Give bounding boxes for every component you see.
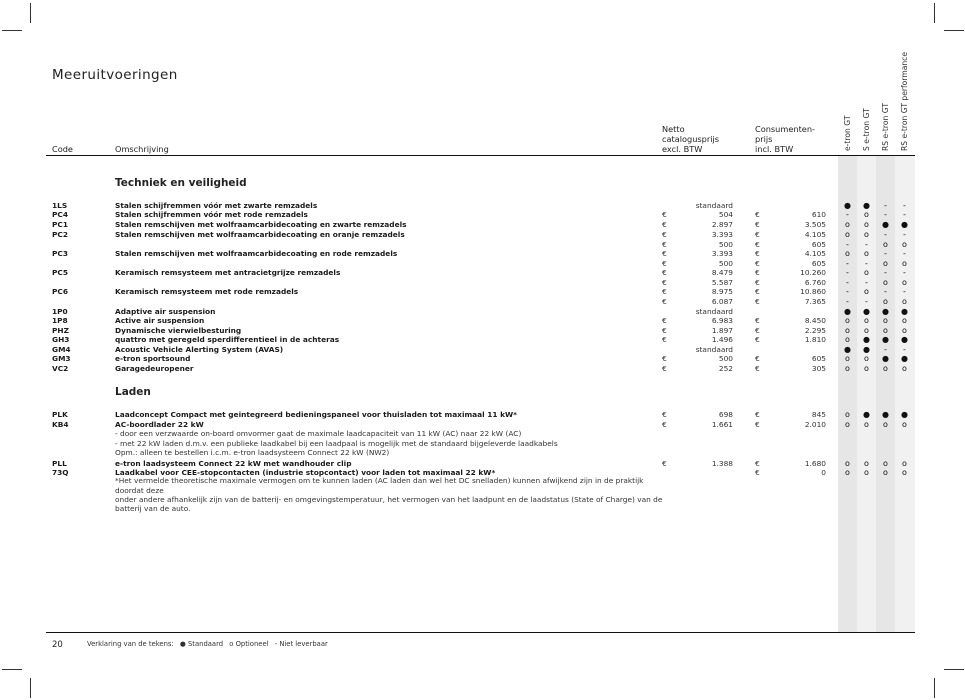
euro-symbol: € [662, 420, 667, 429]
euro-symbol: € [755, 420, 760, 429]
availability-s-etron-gt: o [864, 354, 869, 363]
availability-rs-etron-gt: o [883, 297, 888, 306]
euro-symbol: € [662, 287, 667, 296]
availability-s-etron-gt: - [865, 240, 868, 249]
euro-symbol: € [755, 459, 760, 468]
net-price: 5.587 [711, 278, 733, 287]
euro-symbol: € [662, 210, 667, 219]
option-description: Garagedeuropener [115, 364, 194, 373]
option-code: PLK [52, 410, 68, 419]
availability-etron-gt: o [845, 410, 850, 419]
euro-symbol: € [662, 230, 667, 239]
availability-rs-etron-gt-performance: ● [901, 335, 908, 344]
availability-rs-etron-gt: ● [882, 410, 889, 419]
option-code: 1P8 [52, 316, 68, 325]
euro-symbol: € [662, 297, 667, 306]
net-price: 500 [718, 259, 733, 268]
table-row [0, 230, 965, 240]
availability-rs-etron-gt: ● [882, 335, 889, 344]
table-row [0, 364, 965, 374]
availability-rs-etron-gt-performance: ● [901, 354, 908, 363]
availability-s-etron-gt: o [864, 326, 869, 335]
euro-symbol: € [755, 364, 760, 373]
option-description: Laadkabel voor CEE-stopcontacten (industrie stopcontact) voor laden tot maximaal 22 kW* [115, 468, 496, 477]
option-code: VC2 [52, 364, 69, 373]
euro-symbol: € [755, 326, 760, 335]
euro-symbol: € [662, 326, 667, 335]
header-net-price-line: Netto [662, 124, 685, 134]
euro-symbol: € [755, 268, 760, 277]
availability-s-etron-gt: o [864, 230, 869, 239]
option-description: Stalen remschijven met wolfraamcarbidecoating en rode remzadels [115, 249, 398, 258]
header-consumer-price [755, 124, 815, 154]
option-description: Adaptive air suspension [115, 307, 216, 316]
option-code: GM3 [52, 354, 71, 363]
net-price: 500 [718, 354, 733, 363]
availability-rs-etron-gt: - [884, 230, 887, 239]
header-model-rs-etron-gt: RS e-tron GT [881, 103, 890, 151]
euro-symbol: € [755, 297, 760, 306]
availability-rs-etron-gt-performance: - [903, 210, 906, 219]
consumer-price: 1.810 [804, 335, 826, 344]
table-row [0, 335, 965, 345]
availability-etron-gt: o [845, 354, 850, 363]
option-code: PC5 [52, 268, 68, 277]
option-code: PC3 [52, 249, 68, 258]
euro-symbol: € [755, 220, 760, 229]
availability-etron-gt: o [845, 249, 850, 258]
crop-mark [30, 678, 31, 698]
euro-symbol: € [662, 410, 667, 419]
euro-symbol: € [755, 335, 760, 344]
consumer-price: 10.260 [800, 268, 826, 277]
availability-s-etron-gt: o [864, 287, 869, 296]
option-description: Keramisch remsysteem met antracietgrijze remzadels [115, 268, 341, 277]
availability-s-etron-gt: o [864, 220, 869, 229]
availability-rs-etron-gt-performance: o [902, 259, 907, 268]
footer-divider [46, 632, 915, 633]
availability-s-etron-gt: o [864, 459, 869, 468]
consumer-price: 605 [811, 259, 826, 268]
euro-symbol: € [662, 316, 667, 325]
consumer-price: 8.450 [804, 316, 826, 325]
availability-rs-etron-gt: - [884, 201, 887, 210]
header-net-price [662, 124, 719, 154]
availability-rs-etron-gt-performance: o [902, 297, 907, 306]
header-model-s-etron-gt: S e-tron GT [862, 108, 871, 151]
availability-rs-etron-gt: - [884, 345, 887, 354]
table-row [0, 210, 965, 220]
euro-symbol: € [755, 278, 760, 287]
option-code: GM4 [52, 345, 71, 354]
symbol-legend [87, 640, 332, 648]
consumer-price: 4.105 [804, 249, 826, 258]
net-price: 1.661 [711, 420, 733, 429]
legend-standard: ● Standaard [179, 640, 224, 648]
header-description: Omschrijving [115, 144, 169, 154]
net-price: 504 [718, 210, 733, 219]
availability-s-etron-gt: ● [863, 345, 870, 354]
header-model-rs-etron-gt-performance: RS e-tron GT performance [900, 51, 909, 151]
availability-rs-etron-gt-performance: o [902, 459, 907, 468]
crop-mark [934, 3, 935, 23]
euro-symbol: € [755, 249, 760, 258]
availability-s-etron-gt: - [865, 259, 868, 268]
consumer-price: 2.010 [804, 420, 826, 429]
availability-etron-gt: - [846, 210, 849, 219]
availability-rs-etron-gt: o [883, 278, 888, 287]
availability-s-etron-gt: o [864, 249, 869, 258]
net-price: standaard [695, 345, 733, 354]
euro-symbol: € [755, 210, 760, 219]
euro-symbol: € [755, 259, 760, 268]
availability-etron-gt: - [846, 268, 849, 277]
availability-etron-gt: - [846, 287, 849, 296]
option-code: GH3 [52, 335, 70, 344]
availability-rs-etron-gt-performance: - [903, 201, 906, 210]
footnote-line: doordat deze [115, 486, 164, 495]
availability-etron-gt: - [846, 297, 849, 306]
section-title: Laden [115, 386, 151, 398]
net-price: 1.496 [711, 335, 733, 344]
consumer-price: 0 [821, 468, 826, 477]
availability-rs-etron-gt: ● [882, 220, 889, 229]
option-description: Stalen schijfremmen vóór met zwarte remzadels [115, 201, 318, 210]
availability-s-etron-gt: ● [863, 410, 870, 419]
availability-etron-gt: o [845, 420, 850, 429]
availability-rs-etron-gt: o [883, 316, 888, 325]
option-description: Keramisch remsysteem met rode remzadels [115, 287, 299, 296]
availability-rs-etron-gt-performance: - [903, 230, 906, 239]
availability-rs-etron-gt: o [883, 468, 888, 477]
availability-etron-gt: ● [844, 307, 851, 316]
option-code: KB4 [52, 420, 69, 429]
availability-rs-etron-gt-performance: o [902, 364, 907, 373]
availability-rs-etron-gt-performance: o [902, 420, 907, 429]
net-price: standaard [695, 307, 733, 316]
option-code: 73Q [52, 468, 69, 477]
option-description: Stalen schijfremmen vóór met rode remzadels [115, 210, 308, 219]
availability-etron-gt: ● [844, 201, 851, 210]
header-model-etron-gt: e-tron GT [843, 115, 852, 151]
availability-rs-etron-gt-performance: ● [901, 410, 908, 419]
consumer-price: 3.505 [804, 220, 826, 229]
availability-rs-etron-gt: - [884, 287, 887, 296]
option-description: quattro met geregeld sperdifferentieel in de achteras [115, 335, 340, 344]
option-code: PC6 [52, 287, 68, 296]
option-description: Dynamische vierwielbesturing [115, 326, 242, 335]
option-description: Active air suspension [115, 316, 205, 325]
option-code: 1LS [52, 201, 68, 210]
footnote-line: batterij van de auto. [115, 504, 191, 513]
euro-symbol: € [755, 230, 760, 239]
header-consumer-price-line: Consumenten- [755, 124, 815, 134]
header-code: Code [52, 144, 73, 154]
option-description: Acoustic Vehicle Alerting System (AVAS) [115, 345, 284, 354]
header-net-price-line: excl. BTW [662, 144, 703, 154]
option-code: PHZ [52, 326, 69, 335]
availability-rs-etron-gt: o [883, 326, 888, 335]
euro-symbol: € [662, 259, 667, 268]
availability-rs-etron-gt: - [884, 210, 887, 219]
availability-s-etron-gt: o [864, 468, 869, 477]
net-price: 6.983 [711, 316, 733, 325]
availability-rs-etron-gt-performance: - [903, 249, 906, 258]
net-price: 2.897 [711, 220, 733, 229]
kb4-note: Opm.: alleen te bestellen i.c.m. e-tron laadsysteem Connect 22 kW (NW2) [115, 448, 390, 457]
availability-rs-etron-gt-performance: ● [901, 307, 908, 316]
euro-symbol: € [662, 354, 667, 363]
availability-rs-etron-gt: o [883, 459, 888, 468]
availability-etron-gt: o [845, 459, 850, 468]
availability-rs-etron-gt-performance: - [903, 287, 906, 296]
availability-s-etron-gt: o [864, 420, 869, 429]
consumer-price: 305 [811, 364, 826, 373]
option-code: PC2 [52, 230, 68, 239]
euro-symbol: € [662, 364, 667, 373]
option-description: AC-boordlader 22 kW [115, 420, 204, 429]
availability-rs-etron-gt: - [884, 249, 887, 258]
availability-s-etron-gt: ● [863, 335, 870, 344]
euro-symbol: € [662, 459, 667, 468]
availability-rs-etron-gt: ● [882, 307, 889, 316]
option-description: Laadconcept Compact met geintegreerd bedieningspaneel voor thuisladen tot maximaal 11 kW* [115, 410, 518, 419]
net-price: 8.479 [711, 268, 733, 277]
consumer-price: 845 [811, 410, 826, 419]
table-row [0, 354, 965, 364]
euro-symbol: € [662, 220, 667, 229]
footnote-line: onder andere afhankelijk zijn van de batterij- en omgevingstemperatuur, het vermogen van het laadpunt en de laadstatus (State of Charge) van de [115, 495, 663, 504]
availability-etron-gt: o [845, 468, 850, 477]
euro-symbol: € [662, 335, 667, 344]
crop-mark [944, 669, 964, 670]
header-divider [46, 155, 915, 156]
availability-rs-etron-gt: ● [882, 354, 889, 363]
consumer-price: 4.105 [804, 230, 826, 239]
net-price: 500 [718, 240, 733, 249]
table-row [0, 316, 965, 326]
availability-etron-gt: o [845, 364, 850, 373]
net-price: 1.897 [711, 326, 733, 335]
availability-rs-etron-gt-performance: - [903, 268, 906, 277]
page-number: 20 [52, 640, 63, 650]
table-row [0, 297, 965, 307]
table-row [0, 220, 965, 230]
kb4-note: - met 22 kW laden d.m.v. een publieke laadkabel bij een laadpaal is mogelijk met de standaard bijgeleverde laadkabels [115, 439, 558, 448]
option-description: Stalen remschijven met wolfraamcarbidecoating en zwarte remzadels [115, 220, 407, 229]
table-row [0, 249, 965, 259]
consumer-price: 6.760 [804, 278, 826, 287]
availability-s-etron-gt: ● [863, 201, 870, 210]
availability-rs-etron-gt: o [883, 420, 888, 429]
availability-rs-etron-gt-performance: o [902, 326, 907, 335]
availability-rs-etron-gt-performance: o [902, 278, 907, 287]
option-code: 1P0 [52, 307, 68, 316]
header-consumer-price-line: incl. BTW [755, 144, 794, 154]
availability-s-etron-gt: - [865, 278, 868, 287]
net-price: 252 [718, 364, 733, 373]
crop-mark [2, 669, 22, 670]
table-row [0, 287, 965, 297]
euro-symbol: € [662, 278, 667, 287]
net-price: 3.393 [711, 249, 733, 258]
net-price: 698 [718, 410, 733, 419]
availability-etron-gt: o [845, 220, 850, 229]
availability-rs-etron-gt-performance: - [903, 345, 906, 354]
availability-rs-etron-gt: o [883, 364, 888, 373]
euro-symbol: € [755, 287, 760, 296]
consumer-price: 1.680 [804, 459, 826, 468]
euro-symbol: € [755, 354, 760, 363]
availability-rs-etron-gt: - [884, 268, 887, 277]
euro-symbol: € [662, 268, 667, 277]
availability-s-etron-gt: o [864, 364, 869, 373]
section-title: Techniek en veiligheid [115, 177, 247, 189]
option-description: Stalen remschijven met wolfraamcarbidecoating en oranje remzadels [115, 230, 405, 239]
availability-rs-etron-gt-performance: o [902, 316, 907, 325]
consumer-price: 7.365 [804, 297, 826, 306]
net-price: 8.975 [711, 287, 733, 296]
availability-etron-gt: ● [844, 345, 851, 354]
net-price: 3.393 [711, 230, 733, 239]
net-price: 6.087 [711, 297, 733, 306]
availability-rs-etron-gt-performance: o [902, 240, 907, 249]
availability-s-etron-gt: ● [863, 307, 870, 316]
option-description: e-tron sportsound [115, 354, 191, 363]
availability-s-etron-gt: o [864, 316, 869, 325]
legend-optional: o Optioneel [229, 640, 269, 648]
header-consumer-price-line: prijs [755, 134, 773, 144]
availability-etron-gt: o [845, 326, 850, 335]
availability-rs-etron-gt-performance: o [902, 468, 907, 477]
legend-label: Verklaring van de tekens: [87, 640, 174, 648]
net-price: standaard [695, 201, 733, 210]
footnote-line: *Het vermelde theoretische maximale vermogen om te kunnen laden (AC laden dan wel het DC snelladen) kunnen afwijkend zijn in de praktijk [115, 476, 644, 485]
availability-etron-gt: o [845, 230, 850, 239]
option-code: PLL [52, 459, 67, 468]
table-row [0, 268, 965, 278]
option-code: PC1 [52, 220, 68, 229]
crop-mark [2, 30, 22, 31]
header-net-price-line: catalogusprijs [662, 134, 720, 144]
consumer-price: 605 [811, 240, 826, 249]
euro-symbol: € [662, 249, 667, 258]
euro-symbol: € [755, 410, 760, 419]
availability-rs-etron-gt-performance: ● [901, 220, 908, 229]
consumer-price: 10.860 [800, 287, 826, 296]
euro-symbol: € [662, 240, 667, 249]
crop-mark [944, 30, 964, 31]
consumer-price: 605 [811, 354, 826, 363]
net-price: 1.388 [711, 459, 733, 468]
availability-etron-gt: o [845, 335, 850, 344]
availability-etron-gt: o [845, 316, 850, 325]
euro-symbol: € [755, 316, 760, 325]
availability-s-etron-gt: o [864, 268, 869, 277]
table-row [0, 410, 965, 420]
availability-rs-etron-gt: o [883, 259, 888, 268]
crop-mark [934, 678, 935, 698]
availability-s-etron-gt: - [865, 297, 868, 306]
option-description: e-tron laadsysteem Connect 22 kW met wandhouder clip [115, 459, 352, 468]
option-code: PC4 [52, 210, 68, 219]
consumer-price: 2.295 [804, 326, 826, 335]
availability-etron-gt: - [846, 240, 849, 249]
availability-s-etron-gt: o [864, 210, 869, 219]
availability-etron-gt: - [846, 259, 849, 268]
euro-symbol: € [755, 468, 760, 477]
crop-mark [30, 3, 31, 23]
page-title: Meeruitvoeringen [52, 67, 178, 83]
availability-etron-gt: - [846, 278, 849, 287]
consumer-price: 610 [811, 210, 826, 219]
legend-not-available: - Niet leverbaar [274, 640, 328, 648]
euro-symbol: € [755, 240, 760, 249]
availability-rs-etron-gt: o [883, 240, 888, 249]
kb4-note: - door een verzwaarde on-board omvormer gaat de maximale laadcapaciteit van 11 kW (AC) naar 22 kW (AC) [115, 429, 522, 438]
